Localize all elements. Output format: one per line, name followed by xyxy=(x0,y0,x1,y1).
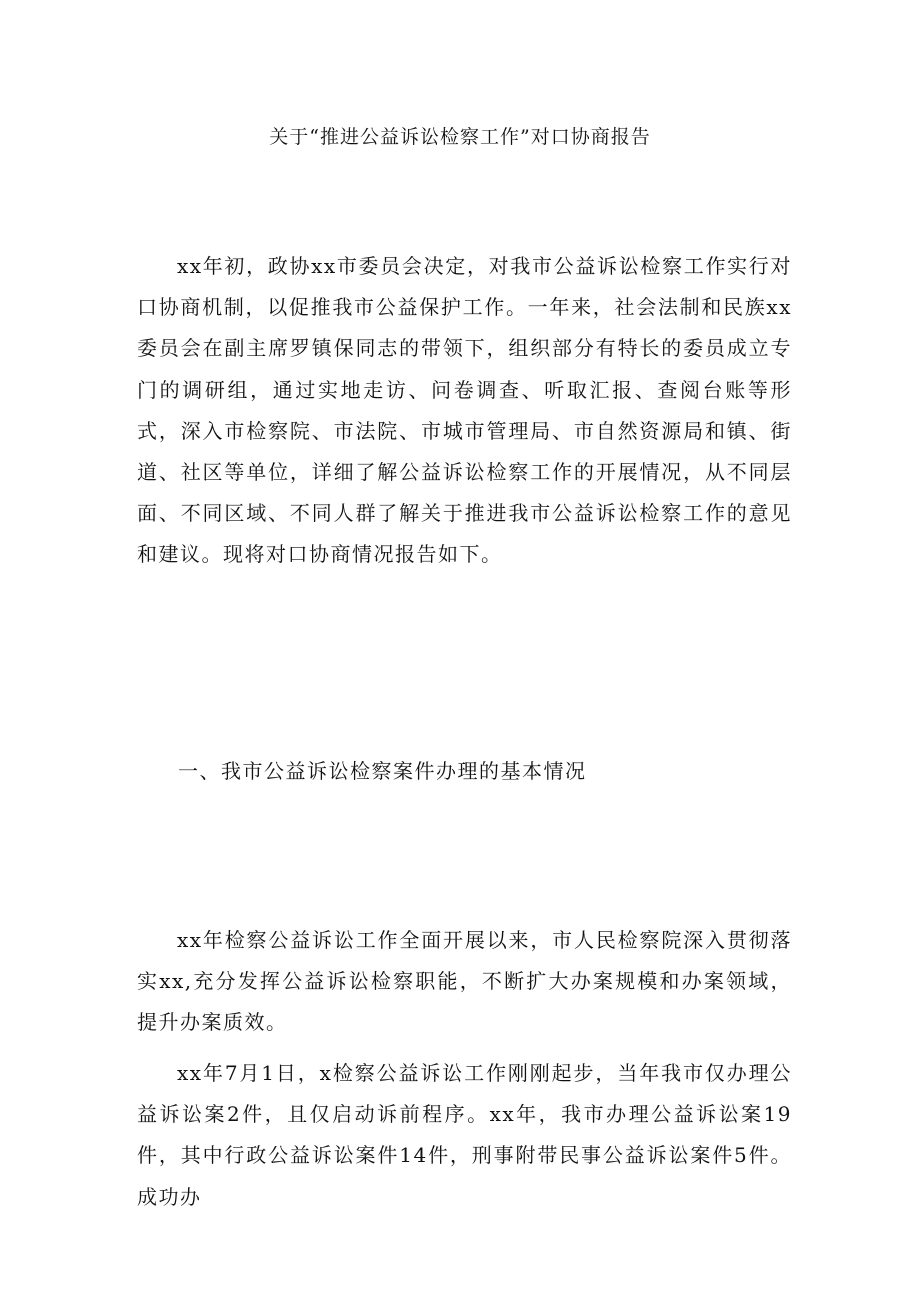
section-heading: 一、我市公益诉讼检察案件办理的基本情况 xyxy=(178,759,587,783)
document-title: 关于“推进公益诉讼检察工作”对口协商报告 xyxy=(269,126,651,148)
section-paragraph-1: xx年检察公益诉讼工作全面开展以来，市人民检察院深入贯彻落实xx,充分发挥公益诉讼检察职能，不断扩大办案规模和办案领域，提升办案质效。 xyxy=(137,928,792,1035)
intro-paragraph: xx年初，政协xx市委员会决定，对我市公益诉讼检察工作实行对口协商机制，以促推我市公益保护工作。一年来，社会法制和民族xx委员会在副主席罗镇保同志的带领下，组织部分有特长的委员成立专门的调研组，通过实地走访、问卷调查、听取汇报、查阅台账等形式，深入市检察院、市法院、市城市管理局、市自然资源局和镇、街道、社区等单位，详细了解公益诉讼检察工作的开展情况，从不同层面、不同区域、不同人群了解关于推进我市公益诉讼检察工作的意见和建议。现将对口协商情况报告如下。 xyxy=(137,254,792,567)
section-paragraph-2: xx年7月1日，x检察公益诉讼工作刚刚起步，当年我市仅办理公益诉讼案2件，且仅启动诉前程序。xx年，我市办理公益诉讼案19件，其中行政公益诉讼案件14件，刑事附带民事公益诉讼案件5件。成功办 xyxy=(137,1061,792,1209)
